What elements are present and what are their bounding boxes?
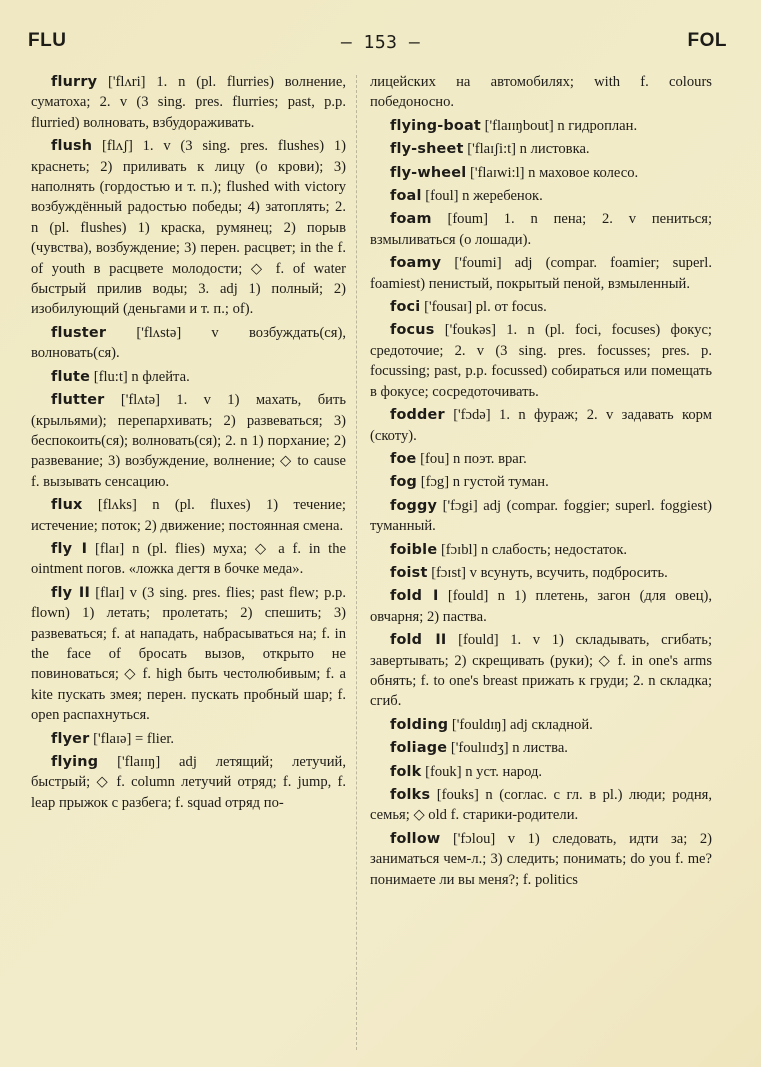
entry-definition: ['flaɪwi:l] n маховое колесо. [470, 164, 639, 181]
headword: fold II [390, 632, 447, 649]
dictionary-entry [31, 583, 346, 726]
entry-definition: [fɔɪst] v всунуть, всучить, подбросить. [431, 564, 668, 581]
dictionary-entry [370, 297, 712, 317]
dictionary-entry [31, 367, 346, 387]
dictionary-entry [31, 495, 346, 536]
page-header-left: FLU [28, 30, 67, 51]
headword: foci [390, 299, 421, 316]
headword: flux [51, 497, 83, 514]
entry-definition: ['fɔgi] adj (compar. foggier; superl. foggiest) туманный. [370, 497, 712, 535]
dictionary-entry [370, 762, 712, 782]
dictionary-entry [370, 405, 712, 446]
right-column [370, 72, 712, 1052]
headword: fog [390, 474, 418, 491]
entry-definition: ['flʌri] 1. n (pl. flurries) волнение, суматоха; 2. v (3 sing. pres. flurries; past, p.p. flurried) волновать, взбудораживать. [31, 74, 346, 131]
entry-definition: лицейских на автомобилях; with f. colours победоносно. [370, 74, 712, 111]
entry-definition: ['fouldɪŋ] adj складной. [451, 716, 593, 733]
dictionary-entry [31, 136, 346, 320]
entry-definition: ['fɔlou] v 1) следовать, идти за; 2) заниматься чем-л.; 3) следить; понимать; do you f. me? понимаете ли вы меня?; f. politics [370, 830, 712, 888]
entry-definition: ['foukəs] 1. n (pl. foci, focuses) фокус; средоточие; 2. v (3 sing. pres. focusses; pres. p. focussing; past, p.p. focussed) собираться или помещать в фокусе; сосредоточивать. [370, 322, 712, 400]
headword: fold I [390, 588, 439, 605]
entry-definition: ['flaɪɪŋ] adj летящий; летучий, быстрый; ◇ f. column летучий отряд; f. jump, f. leap прыжок с разбега; f. squad отряд по- [31, 754, 346, 811]
entry-definition: [fould] n 1) плетень, загон (для овец), овчарня; 2) паства. [370, 588, 712, 625]
dictionary-entry [370, 472, 712, 492]
entry-definition: ['flaɪʃi:t] n листовка. [467, 141, 590, 158]
dictionary-entry [370, 139, 712, 159]
dictionary-entry [370, 253, 712, 294]
entry-definition: ['foulɪɪdʒ] n листва. [450, 740, 568, 757]
dictionary-entry [31, 390, 346, 492]
entry-definition: ['flʌtə] 1. v 1) махать, бить (крыльями); перепархивать; 2) развеваться; 3) беспокоить(ся); волновать(ся); 2. n 1) порхание; 2) развевание; 3) возбуждение, волнение; ◇ to cause f. вызывать сенсацию. [31, 392, 346, 490]
entry-definition: ['flʌstə] v возбуждать(ся), волновать(ся). [31, 324, 346, 362]
entry-definition: [foum] 1. n пена; 2. v пениться; взмыливаться (о лошади). [370, 211, 712, 248]
headword: foal [390, 188, 422, 205]
dictionary-entry [370, 715, 712, 735]
dictionary-entry [370, 496, 712, 537]
dictionary-entry [31, 752, 346, 813]
headword: fly II [51, 584, 91, 601]
entry-definition: [fouks] n (соглас. с гл. в pl.) люди; родня, семья; ◇ old f. старики-родители. [370, 787, 712, 824]
dictionary-entry [370, 186, 712, 206]
entry-definition: [flaɪ] n (pl. flies) муха; ◇ a f. in the ointment погов. «ложка дегтя в бочке меда». [31, 540, 346, 578]
entry-definition: [fouk] n уст. народ. [425, 763, 543, 780]
page-header-right: FOL [687, 30, 727, 51]
dictionary-entry [370, 829, 712, 890]
headword: fly I [51, 540, 88, 557]
headword: foggy [390, 497, 438, 514]
entry-definition: ['flaɪɪŋbout] n гидроплан. [484, 117, 638, 134]
dictionary-entry [370, 563, 712, 583]
headword: folding [390, 716, 449, 733]
headword: folk [390, 763, 422, 780]
dictionary-entry [370, 72, 712, 113]
headword: flying [51, 754, 99, 770]
dictionary-entry [370, 586, 712, 627]
left-column [31, 72, 346, 1052]
dictionary-entry [370, 449, 712, 469]
dictionary-entry [370, 163, 712, 183]
entry-definition: ['flaɪə] = flier. [93, 730, 175, 747]
headword: flute [51, 368, 91, 385]
headword: flutter [51, 392, 105, 409]
headword: fly-sheet [390, 141, 464, 158]
entry-definition: ['fousaɪ] pl. от focus. [424, 299, 547, 316]
entry-definition: [fɔg] n густой туман. [420, 474, 549, 491]
headword: folks [390, 787, 431, 803]
headword: flush [51, 138, 93, 155]
dictionary-entry [31, 729, 346, 749]
dictionary-entry [370, 209, 712, 250]
dictionary-entry [370, 540, 712, 560]
headword: fluster [51, 324, 107, 341]
headword: foe [390, 450, 417, 467]
dictionary-entry [31, 323, 346, 364]
entry-definition: [flu:t] n флейта. [93, 368, 190, 385]
page-number: — 153 — [340, 32, 421, 53]
dictionary-entry [370, 116, 712, 136]
headword: foliage [390, 740, 448, 757]
headword: foible [390, 541, 438, 558]
dictionary-entry [370, 785, 712, 826]
headword: flyer [51, 730, 90, 747]
entry-definition: [flʌks] n (pl. fluxes) 1) течение; истечение; поток; 2) движение; постоянная смена. [31, 497, 346, 534]
entry-definition: [foul] n жеребенок. [425, 188, 543, 205]
dictionary-entry [370, 320, 712, 402]
column-divider [356, 75, 358, 1050]
headword: focus [390, 322, 435, 339]
entry-definition: [fould] 1. v 1) складывать, сгибать; завертывать; 2) скрещивать (руки); ◇ f. in one's arms обнять; f. to one's breast прижать к груди; 2. n складка; сгиб. [370, 632, 712, 710]
headword: follow [390, 830, 441, 847]
dictionary-entry [31, 539, 346, 580]
headword: foam [390, 211, 432, 228]
headword: foist [390, 564, 428, 581]
entry-definition: [fɔɪbl] n слабость; недостаток. [440, 541, 628, 558]
dictionary-entry [370, 738, 712, 758]
dictionary-entry [370, 630, 712, 712]
headword: foamy [390, 255, 442, 272]
headword: fodder [390, 407, 445, 424]
headword: flying-boat [390, 117, 482, 134]
dictionary-entry [31, 72, 346, 133]
headword: fly-wheel [390, 164, 467, 181]
entry-definition: [flʌʃ] 1. v (3 sing. pres. flushes) 1) краснеть; 2) приливать к лицу (о крови); 3) наполнять (гордостью и т. п.); flushed with victory возбуждённый радостью победы; 4) затоплять; 2. n (pl. flushes) 1) краска, румянец; 2) порыв (чувства), возбуждение; 3) перен. расцвет; in the f. of youth в расцвете молодости; ◇ f. of water быстрый прилив воды; 3. adj 1) полный; 2) изобилующий (деньгами и т. п.; of). [31, 138, 346, 318]
entry-definition: ['foumi] adj (compar. foamier; superl. foamiest) пенистый, покрытый пеной, взмыленный. [370, 255, 712, 292]
entry-definition: [fou] n поэт. враг. [420, 450, 527, 467]
headword: flurry [51, 74, 98, 90]
entry-definition: [flaɪ] v (3 sing. pres. flies; past flew; p.p. flown) 1) летать; пролетать; 2) спешить; 3) развеваться; f. at нападать, набрасываться на; f. in the face of бросать вызов, открыто не повиноваться; ◇ f. high быть честолюбивым; f. a kite пускать змея; перен. пускать пробный шар; f. open распахнуться. [31, 584, 346, 724]
entry-definition: ['fɔdə] 1. n фураж; 2. v задавать корм (скоту). [370, 407, 712, 444]
